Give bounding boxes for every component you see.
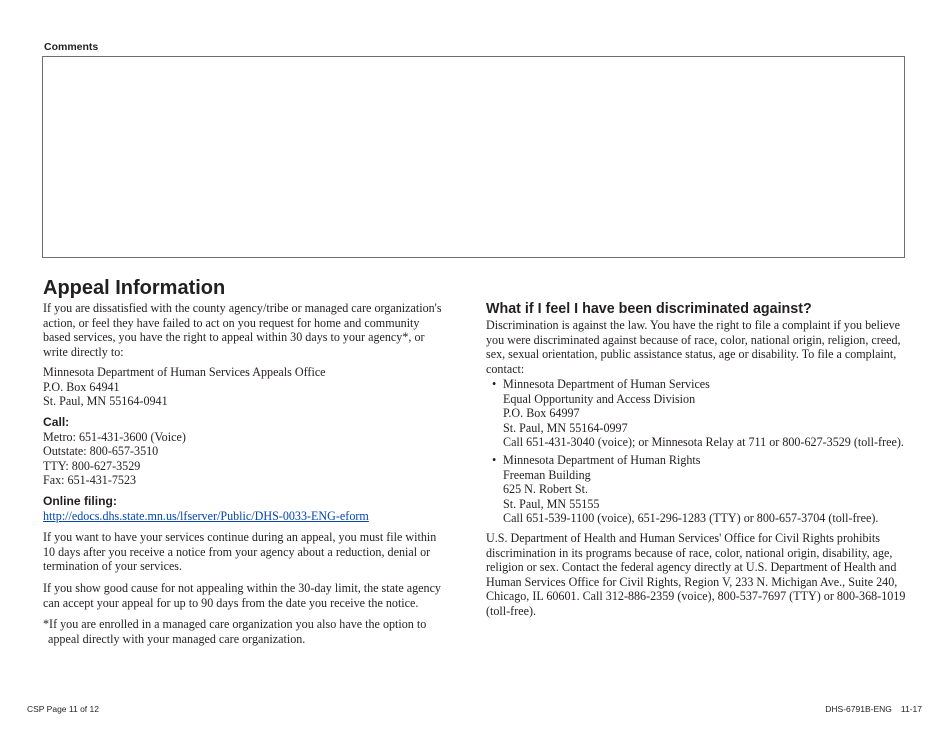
form-id	[825, 704, 922, 714]
text-line: Minnesota Department of Human Services Appeals Office	[43, 365, 326, 379]
text-line: appeal directly with your managed care organization.	[48, 631, 306, 646]
discrimination-heading: What if I feel I have been discriminated against?	[486, 301, 812, 317]
text-line: If you are dissatisfied with the county agency/tribe or managed care organization's	[43, 301, 442, 315]
comments-label: Comments	[44, 41, 99, 53]
text-line: discrimination in its programs because of race, color, national origin, disability, age,	[486, 545, 893, 560]
text-line: P.O. Box 64997	[503, 406, 580, 421]
phone-line: Fax: 651-431-7523	[43, 473, 137, 488]
online-filing-label: Online filing:	[43, 494, 117, 508]
appeal-heading: Appeal Information	[43, 277, 226, 299]
call-section	[43, 415, 186, 488]
contact-human-rights	[486, 453, 904, 526]
text-line: St. Paul, MN 55155	[503, 496, 600, 511]
text-line: 625 N. Robert St.	[503, 482, 588, 497]
contact-dhs	[486, 377, 904, 450]
comments-box[interactable]	[42, 56, 905, 258]
good-cause-paragraph	[43, 581, 441, 610]
text-line: Freeman Building	[503, 467, 591, 482]
appeals-office-address	[43, 365, 326, 409]
text-line: Discrimination is against the law. You have the right to file a complaint if you believe	[486, 318, 901, 332]
federal-paragraph	[486, 531, 905, 619]
phone-line: TTY: 800-627-3529	[43, 458, 141, 473]
revision-date: 11-17	[900, 704, 922, 714]
text-line: If you want to have your services continue during an appeal, you must file within	[43, 530, 437, 544]
text-line: Chicago, IL 60601. Call 312-886-2359 (voice), 800-537-7697 (TTY) or 800-368-1019	[486, 589, 906, 604]
text-line: • Minnesota Department of Human Services	[503, 377, 710, 391]
online-filing-link[interactable]: http://edocs.dhs.state.mn.us/lfserver/Public/DHS-0033-ENG-eform	[43, 508, 369, 523]
text-line: St. Paul, MN 55164-0941	[43, 394, 168, 409]
continue-services-paragraph	[43, 530, 436, 574]
text-line: Equal Opportunity and Access Division	[503, 391, 696, 406]
text-line: can accept your appeal for up to 90 days from the date you receive the notice.	[43, 595, 419, 610]
page-number: CSP Page 11 of 12	[27, 704, 99, 714]
text-line: *If you are enrolled in a managed care organization you also have the option to	[43, 617, 427, 631]
text-line: Human Services Office for Civil Rights, Region V, 233 N. Michigan Ave., Suite 240,	[486, 574, 898, 589]
appeal-intro	[43, 301, 442, 359]
text-line: sex, sexual orientation, public assistance status, age or disability. To file a complaint,	[486, 347, 897, 362]
call-label: Call:	[43, 415, 70, 429]
text-line: If you show good cause for not appealing within the 30-day limit, the state agency	[43, 581, 441, 595]
discrimination-intro	[486, 318, 901, 376]
text-line: St. Paul, MN 55164-0997	[503, 420, 628, 435]
text-line: 10 days after you receive a notice from your agency about a reduction, denial or	[43, 544, 431, 559]
text-line: P.O. Box 64941	[43, 379, 120, 394]
text-line: action, or feel they have failed to act on you request for home and community	[43, 315, 420, 330]
phone-line: Outstate: 800-657-3510	[43, 444, 159, 459]
text-line: based services, you have the right to appeal within 30 days to your agency*, or	[43, 330, 425, 345]
text-line: Call 651-431-3040 (voice); or Minnesota Relay at 711 or 800-627-3529 (toll-free).	[503, 435, 904, 450]
text-line: • Minnesota Department of Human Rights	[503, 452, 701, 467]
text-line: Call 651-539-1100 (voice), 651-296-1283 (TTY) or 800-657-3704 (toll-free).	[503, 511, 879, 526]
phone-line: Metro: 651-431-3600 (Voice)	[43, 429, 186, 444]
text-line: write directly to:	[43, 344, 124, 359]
text-line: (toll-free).	[486, 603, 537, 618]
text-line: you were discriminated against because of race, color, national origin, religion, creed,	[486, 332, 901, 347]
footnote	[43, 617, 426, 646]
text-line: termination of your services.	[43, 559, 183, 574]
text-line: religion or sex. Contact the federal agency directly at U.S. Department of Health and	[486, 560, 897, 575]
contact-list	[486, 377, 904, 526]
text-line: contact:	[486, 361, 525, 376]
form-number: DHS-6791B-ENG	[825, 704, 892, 714]
text-line: U.S. Department of Health and Human Services' Office for Civil Rights prohibits	[486, 531, 880, 545]
online-filing-section	[43, 494, 369, 523]
